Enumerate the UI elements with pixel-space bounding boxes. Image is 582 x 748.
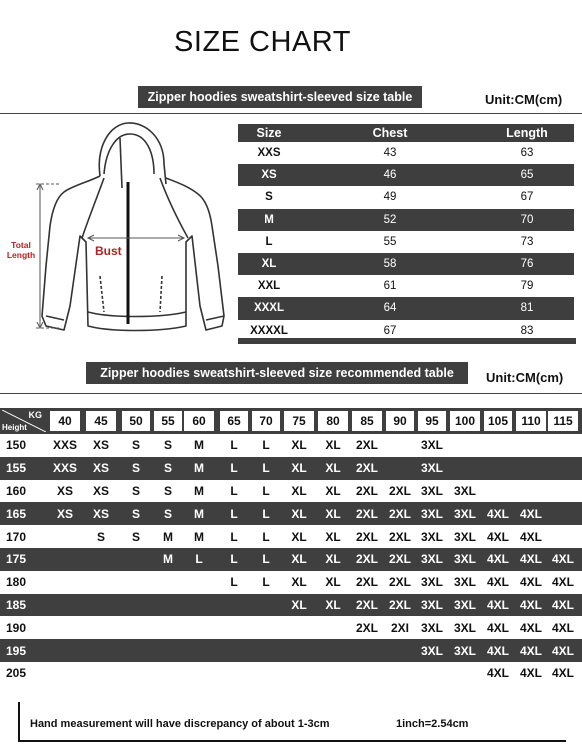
size-rec-cell: XL bbox=[325, 438, 341, 453]
size-rec-cell bbox=[182, 571, 216, 594]
size-rec-cell: 3XL bbox=[420, 575, 443, 590]
size-rec-cell bbox=[250, 662, 282, 685]
total-length-label: Total Length bbox=[6, 240, 36, 260]
size-rec-cell: L bbox=[262, 552, 270, 567]
size-rec-cell bbox=[316, 662, 350, 685]
size-cell: XL bbox=[261, 258, 277, 271]
size-rec-cell: S bbox=[131, 529, 140, 544]
page-title: SIZE CHART bbox=[174, 26, 351, 58]
size-rec-cell: 2XL bbox=[388, 506, 411, 521]
size-rec-cell bbox=[546, 525, 580, 548]
size-rec-cell: S bbox=[163, 438, 172, 453]
height-cell: 170 bbox=[6, 529, 27, 544]
size-rec-cell: 3XL bbox=[453, 575, 476, 590]
size-rec-cell: XL bbox=[325, 506, 341, 521]
size-rec-cell bbox=[250, 639, 282, 662]
size-rec-cell bbox=[514, 480, 548, 503]
weight-header-cell: 90 bbox=[386, 411, 414, 431]
size-rec-cell: 4XL bbox=[519, 643, 542, 658]
rec-table-row bbox=[0, 502, 582, 525]
size-rec-cell bbox=[120, 548, 152, 571]
rec-table-row bbox=[0, 571, 582, 594]
size-rec-cell: L bbox=[262, 483, 270, 498]
size-rec-cell bbox=[48, 594, 82, 617]
size-rec-cell bbox=[182, 594, 216, 617]
height-cell: 190 bbox=[6, 620, 27, 635]
size-rec-cell bbox=[482, 457, 514, 480]
weight-header-cell: 40 bbox=[50, 411, 80, 431]
chest-cell: 55 bbox=[383, 235, 397, 248]
size-rec-cell: XL bbox=[291, 529, 307, 544]
size-rec-cell: 2XL bbox=[355, 438, 378, 453]
size-rec-cell bbox=[182, 662, 216, 685]
size-rec-cell: 3XL bbox=[453, 620, 476, 635]
height-cell: 205 bbox=[6, 666, 27, 681]
size-table-row bbox=[238, 209, 574, 231]
size-rec-cell: XS bbox=[56, 483, 73, 498]
weight-header-cell: 75 bbox=[284, 411, 314, 431]
size-rec-cell bbox=[546, 502, 580, 525]
weight-header-cell: 65 bbox=[220, 411, 248, 431]
size-rec-cell: S bbox=[131, 438, 140, 453]
size-rec-cell: 4XL bbox=[519, 597, 542, 612]
size-rec-cell: 4XL bbox=[486, 620, 509, 635]
size-rec-cell bbox=[152, 662, 184, 685]
weight-header-cell: 55 bbox=[154, 411, 182, 431]
size-header: Size bbox=[256, 126, 282, 140]
size-rec-cell bbox=[218, 662, 250, 685]
size-rec-cell bbox=[48, 571, 82, 594]
size-rec-cell: 3XL bbox=[453, 529, 476, 544]
inch-conversion-note: 1inch=2.54cm bbox=[396, 718, 469, 730]
height-cell: 165 bbox=[6, 506, 27, 521]
chest-cell: 58 bbox=[383, 258, 397, 271]
size-rec-cell: 2XI bbox=[390, 620, 409, 635]
size-rec-cell bbox=[282, 662, 316, 685]
rec-table-row bbox=[0, 457, 582, 480]
size-rec-cell: XS bbox=[92, 438, 109, 453]
size-rec-cell: 4XL bbox=[486, 643, 509, 658]
chest-cell: 43 bbox=[383, 147, 397, 160]
measurement-note: Hand measurement will have discrepancy of about 1-3cm bbox=[30, 718, 330, 730]
size-rec-cell: XL bbox=[291, 597, 307, 612]
chest-cell: 64 bbox=[383, 302, 397, 315]
size-rec-cell: L bbox=[230, 438, 238, 453]
size-cell: L bbox=[265, 235, 273, 248]
size-rec-cell: XL bbox=[291, 552, 307, 567]
size-rec-cell: 4XL bbox=[486, 666, 509, 681]
length-cell: 76 bbox=[520, 258, 534, 271]
size-cell: XXS bbox=[257, 147, 281, 160]
weight-header-cell: 45 bbox=[86, 411, 116, 431]
size-rec-cell bbox=[282, 639, 316, 662]
size-rec-cell: S bbox=[163, 506, 172, 521]
length-cell: 79 bbox=[520, 280, 534, 293]
size-rec-cell: XL bbox=[291, 575, 307, 590]
size-rec-cell: L bbox=[230, 552, 238, 567]
size-rec-cell: L bbox=[230, 461, 238, 476]
size-rec-cell: 2XL bbox=[355, 620, 378, 635]
length-cell: 63 bbox=[520, 147, 534, 160]
weight-header-cell: 85 bbox=[352, 411, 382, 431]
size-rec-cell bbox=[120, 616, 152, 639]
size-table-section-label: Zipper hoodies sweatshirt-sleeved size table bbox=[138, 86, 422, 108]
size-rec-cell: L bbox=[262, 438, 270, 453]
weight-header-cell: 110 bbox=[516, 411, 546, 431]
size-rec-cell: L bbox=[230, 529, 238, 544]
size-rec-cell bbox=[384, 662, 416, 685]
size-rec-cell: XL bbox=[325, 552, 341, 567]
height-label: Height bbox=[2, 423, 27, 432]
size-rec-cell: XS bbox=[92, 483, 109, 498]
size-rec-cell bbox=[84, 616, 118, 639]
weight-header-cell: 105 bbox=[484, 411, 512, 431]
size-rec-cell bbox=[250, 616, 282, 639]
chest-cell: 49 bbox=[383, 191, 397, 204]
size-rec-cell bbox=[546, 434, 580, 457]
size-rec-cell: 3XL bbox=[420, 597, 443, 612]
height-cell: 175 bbox=[6, 552, 27, 567]
size-rec-cell: M bbox=[194, 506, 204, 521]
chest-cell: 61 bbox=[383, 280, 397, 293]
size-rec-cell: 3XL bbox=[420, 438, 443, 453]
weight-header-cell: 70 bbox=[252, 411, 280, 431]
size-rec-cell: M bbox=[194, 483, 204, 498]
size-rec-cell bbox=[120, 662, 152, 685]
size-rec-cell bbox=[84, 548, 118, 571]
size-cell: XXL bbox=[257, 280, 281, 293]
size-rec-cell: XL bbox=[325, 597, 341, 612]
rec-table-section-label: Zipper hoodies sweatshirt-sleeved size recommended table bbox=[86, 362, 468, 384]
size-rec-cell: 4XL bbox=[551, 597, 574, 612]
size-rec-cell bbox=[48, 548, 82, 571]
size-rec-cell bbox=[416, 662, 448, 685]
size-rec-cell bbox=[384, 434, 416, 457]
size-table-row bbox=[238, 186, 574, 208]
size-rec-cell: 4XL bbox=[551, 643, 574, 658]
size-rec-cell bbox=[218, 639, 250, 662]
size-rec-cell: XL bbox=[291, 461, 307, 476]
size-rec-cell bbox=[350, 662, 384, 685]
size-rec-cell bbox=[84, 639, 118, 662]
size-rec-cell bbox=[514, 434, 548, 457]
size-rec-cell: XL bbox=[325, 529, 341, 544]
size-rec-cell: 4XL bbox=[519, 529, 542, 544]
rec-table-row bbox=[0, 434, 582, 457]
size-rec-cell bbox=[546, 480, 580, 503]
divider bbox=[0, 113, 582, 114]
length-cell: 70 bbox=[520, 213, 534, 226]
weight-header-cell: 50 bbox=[122, 411, 150, 431]
size-rec-cell: 3XL bbox=[453, 483, 476, 498]
size-table-row bbox=[238, 253, 574, 275]
size-table-row bbox=[238, 275, 574, 297]
size-rec-cell: 4XL bbox=[486, 529, 509, 544]
size-rec-cell bbox=[546, 457, 580, 480]
size-cell: XXXXL bbox=[250, 324, 288, 337]
size-cell: XS bbox=[261, 169, 277, 182]
size-rec-cell bbox=[152, 639, 184, 662]
size-rec-cell bbox=[182, 616, 216, 639]
size-table-row bbox=[238, 231, 574, 253]
size-rec-cell: 3XL bbox=[453, 552, 476, 567]
length-header: Length bbox=[506, 126, 548, 140]
weight-header-cell: 60 bbox=[184, 411, 214, 431]
size-rec-cell: 3XL bbox=[453, 506, 476, 521]
size-rec-cell: XL bbox=[325, 461, 341, 476]
size-rec-cell bbox=[482, 480, 514, 503]
size-rec-cell: 4XL bbox=[551, 552, 574, 567]
size-rec-cell: 3XL bbox=[453, 597, 476, 612]
size-rec-cell bbox=[218, 594, 250, 617]
size-cell: S bbox=[265, 191, 273, 204]
size-rec-cell: 4XL bbox=[551, 575, 574, 590]
size-rec-cell bbox=[448, 662, 482, 685]
size-table-unit: Unit:CM(cm) bbox=[485, 92, 563, 107]
size-table-row bbox=[238, 142, 574, 164]
size-rec-cell: S bbox=[96, 529, 105, 544]
size-rec-cell: S bbox=[131, 506, 140, 521]
weight-header-cell: 80 bbox=[318, 411, 348, 431]
size-rec-cell: 4XL bbox=[486, 506, 509, 521]
size-rec-cell bbox=[48, 616, 82, 639]
size-rec-cell bbox=[282, 616, 316, 639]
weight-header-cell: 100 bbox=[450, 411, 480, 431]
size-rec-cell: L bbox=[230, 575, 238, 590]
size-rec-cell: 3XL bbox=[420, 620, 443, 635]
size-rec-cell: 3XL bbox=[420, 506, 443, 521]
length-cell: 83 bbox=[520, 324, 534, 337]
size-rec-cell bbox=[152, 571, 184, 594]
size-rec-cell: XL bbox=[291, 483, 307, 498]
kg-label: KG bbox=[28, 410, 42, 420]
size-rec-cell: L bbox=[195, 552, 203, 567]
size-rec-cell bbox=[514, 457, 548, 480]
size-rec-cell: 2XL bbox=[388, 483, 411, 498]
size-rec-cell: 4XL bbox=[486, 575, 509, 590]
rec-table-row bbox=[0, 594, 582, 617]
size-rec-cell: 4XL bbox=[519, 552, 542, 567]
size-rec-cell: S bbox=[131, 483, 140, 498]
size-rec-cell: 2XL bbox=[388, 597, 411, 612]
chest-cell: 46 bbox=[383, 169, 397, 182]
size-rec-cell: M bbox=[194, 438, 204, 453]
size-rec-cell: XS bbox=[92, 506, 109, 521]
size-rec-cell bbox=[48, 525, 82, 548]
size-rec-cell: M bbox=[194, 529, 204, 544]
size-rec-cell bbox=[316, 639, 350, 662]
size-rec-cell: L bbox=[262, 506, 270, 521]
size-rec-cell bbox=[120, 639, 152, 662]
size-rec-cell: XS bbox=[92, 461, 109, 476]
size-rec-cell: 2XL bbox=[388, 575, 411, 590]
size-rec-cell: S bbox=[131, 461, 140, 476]
size-rec-cell bbox=[482, 434, 514, 457]
size-rec-cell: L bbox=[262, 461, 270, 476]
size-rec-cell: XXS bbox=[52, 438, 77, 453]
size-rec-cell bbox=[120, 594, 152, 617]
size-rec-cell bbox=[448, 457, 482, 480]
size-cell: XXXL bbox=[253, 302, 285, 315]
size-rec-cell bbox=[48, 639, 82, 662]
size-rec-cell bbox=[152, 594, 184, 617]
weight-header-cell: 95 bbox=[418, 411, 446, 431]
height-cell: 195 bbox=[6, 643, 27, 658]
length-cell: 65 bbox=[520, 169, 534, 182]
rec-table-row bbox=[0, 662, 582, 685]
size-rec-cell bbox=[384, 639, 416, 662]
size-rec-cell bbox=[218, 616, 250, 639]
size-table-row bbox=[238, 164, 574, 186]
size-rec-cell: M bbox=[163, 529, 173, 544]
size-rec-cell: XL bbox=[291, 506, 307, 521]
height-cell: 160 bbox=[6, 483, 27, 498]
size-rec-cell: 3XL bbox=[420, 552, 443, 567]
rec-table-row bbox=[0, 616, 582, 639]
size-rec-cell: 2XL bbox=[355, 461, 378, 476]
length-cell: 81 bbox=[520, 302, 534, 315]
size-rec-cell: 4XL bbox=[519, 506, 542, 521]
size-rec-cell: 3XL bbox=[453, 643, 476, 658]
size-rec-cell: L bbox=[230, 483, 238, 498]
size-rec-cell: 2XL bbox=[388, 529, 411, 544]
size-rec-cell: 2XL bbox=[355, 529, 378, 544]
size-rec-cell bbox=[250, 594, 282, 617]
size-rec-cell bbox=[350, 639, 384, 662]
size-rec-cell bbox=[448, 434, 482, 457]
size-rec-cell bbox=[84, 571, 118, 594]
size-table-row bbox=[238, 297, 574, 319]
chest-cell: 52 bbox=[383, 213, 397, 226]
divider bbox=[0, 393, 582, 394]
size-rec-cell: 2XL bbox=[355, 597, 378, 612]
chest-header: Chest bbox=[372, 126, 408, 140]
size-rec-cell bbox=[84, 662, 118, 685]
size-rec-cell: M bbox=[163, 552, 173, 567]
rec-table-unit: Unit:CM(cm) bbox=[486, 370, 564, 385]
size-rec-cell: L bbox=[262, 575, 270, 590]
size-table-bottom-bar bbox=[238, 338, 576, 344]
size-rec-cell: 4XL bbox=[486, 552, 509, 567]
size-rec-cell: 3XL bbox=[420, 483, 443, 498]
length-cell: 67 bbox=[520, 191, 534, 204]
length-cell: 73 bbox=[520, 235, 534, 248]
height-cell: 185 bbox=[6, 597, 27, 612]
size-rec-cell: S bbox=[163, 483, 172, 498]
size-rec-cell: 4XL bbox=[519, 620, 542, 635]
rec-table-row bbox=[0, 639, 582, 662]
size-rec-cell: XL bbox=[325, 575, 341, 590]
size-cell: M bbox=[264, 213, 274, 226]
size-rec-cell bbox=[120, 571, 152, 594]
size-table bbox=[238, 124, 574, 342]
recommended-size-table bbox=[0, 408, 582, 685]
size-rec-cell: 2XL bbox=[355, 575, 378, 590]
height-cell: 180 bbox=[6, 575, 27, 590]
size-rec-cell bbox=[316, 616, 350, 639]
size-rec-cell bbox=[84, 594, 118, 617]
size-rec-cell: 4XL bbox=[551, 620, 574, 635]
size-rec-cell: 3XL bbox=[420, 643, 443, 658]
weight-header-cell: 115 bbox=[548, 411, 578, 431]
kg-height-corner bbox=[2, 410, 46, 432]
size-rec-cell: L bbox=[230, 506, 238, 521]
size-rec-cell: 2XL bbox=[388, 552, 411, 567]
size-rec-cell: XXS bbox=[52, 461, 77, 476]
hoodie-illustration bbox=[0, 116, 232, 344]
size-rec-cell: XS bbox=[56, 506, 73, 521]
rec-table-header bbox=[0, 408, 582, 434]
size-rec-cell bbox=[384, 457, 416, 480]
size-rec-cell: 2XL bbox=[355, 506, 378, 521]
hoodie-figure bbox=[0, 116, 232, 344]
height-cell: 155 bbox=[6, 461, 27, 476]
size-rec-cell: 3XL bbox=[420, 461, 443, 476]
size-rec-cell bbox=[48, 662, 82, 685]
size-rec-cell: 2XL bbox=[355, 483, 378, 498]
size-rec-cell: 4XL bbox=[486, 597, 509, 612]
size-rec-cell: 4XL bbox=[519, 666, 542, 681]
size-rec-cell: 4XL bbox=[551, 666, 574, 681]
size-rec-cell: L bbox=[262, 529, 270, 544]
size-rec-cell bbox=[152, 616, 184, 639]
height-cell: 150 bbox=[6, 438, 27, 453]
size-rec-cell: XL bbox=[291, 438, 307, 453]
size-rec-cell: 2XL bbox=[355, 552, 378, 567]
size-rec-cell: 3XL bbox=[420, 529, 443, 544]
bust-label: Bust bbox=[95, 244, 122, 258]
size-table-header bbox=[238, 124, 574, 142]
size-rec-cell: M bbox=[194, 461, 204, 476]
rec-table-row bbox=[0, 480, 582, 503]
size-rec-cell: S bbox=[163, 461, 172, 476]
rec-table-row bbox=[0, 548, 582, 571]
size-rec-cell: 4XL bbox=[519, 575, 542, 590]
size-rec-cell: XL bbox=[325, 483, 341, 498]
chest-cell: 67 bbox=[383, 324, 397, 337]
rec-table-row bbox=[0, 525, 582, 548]
size-rec-cell bbox=[182, 639, 216, 662]
